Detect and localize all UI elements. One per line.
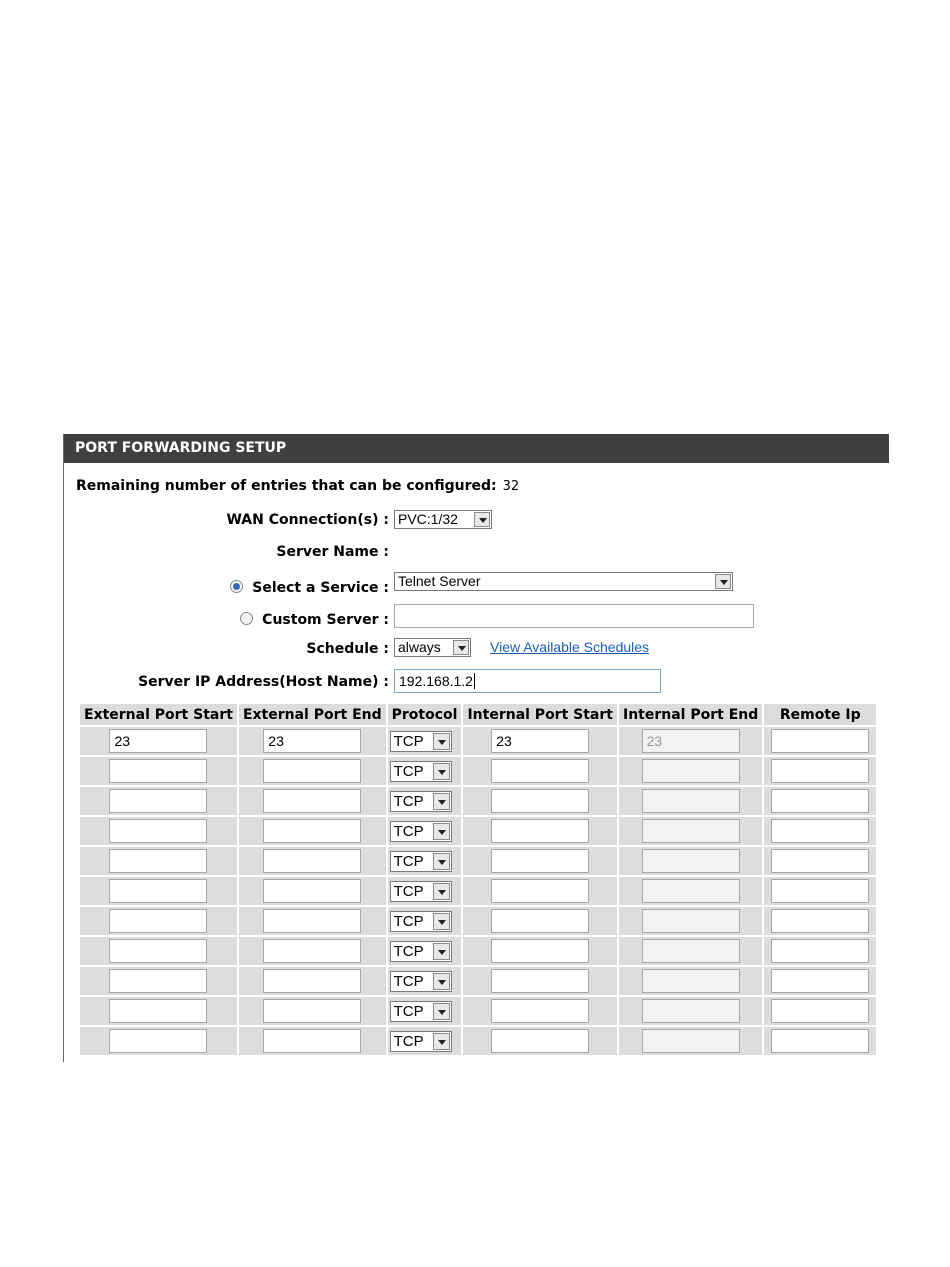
table-row: [80, 787, 876, 815]
remote-ip-input[interactable]: [771, 849, 869, 873]
external-port-end-cell: [239, 787, 386, 815]
internal-port-end-cell: [619, 787, 762, 815]
protocol-value: TCP: [393, 912, 424, 930]
internal-port-end-cell: [619, 937, 762, 965]
external-port-start-input[interactable]: [109, 909, 207, 933]
external-port-end-input[interactable]: [263, 939, 361, 963]
protocol-cell: [388, 847, 462, 875]
table-row: [80, 817, 876, 845]
remote-ip-cell: [764, 1027, 876, 1055]
chevron-down-icon[interactable]: [433, 823, 450, 840]
panel-title: PORT FORWARDING SETUP: [64, 434, 889, 463]
chevron-down-icon[interactable]: [433, 1033, 450, 1050]
protocol-cell: [388, 877, 462, 905]
internal-port-end-cell: [619, 997, 762, 1025]
external-port-start-cell: [80, 847, 237, 875]
protocol-select[interactable]: [390, 1001, 452, 1022]
external-port-end-input[interactable]: [263, 759, 361, 783]
internal-port-end-cell: [619, 877, 762, 905]
external-port-start-input[interactable]: [109, 999, 207, 1023]
external-port-start-cell: [80, 817, 237, 845]
external-port-start-input[interactable]: [109, 939, 207, 963]
server-name-label: Server Name :: [276, 544, 389, 560]
wan-connection-value: PVC:1/32: [398, 511, 458, 527]
internal-port-start-cell: [463, 907, 617, 935]
internal-port-start-input[interactable]: [491, 939, 589, 963]
table-row: [80, 967, 876, 995]
internal-port-start-cell: [463, 757, 617, 785]
protocol-cell: [388, 937, 462, 965]
protocol-cell: [388, 817, 462, 845]
chevron-down-icon[interactable]: [433, 733, 450, 750]
internal-port-start-input[interactable]: [491, 909, 589, 933]
remote-ip-input[interactable]: [771, 1029, 869, 1053]
remaining-entries: [76, 478, 519, 494]
internal-port-end-input[interactable]: 23: [642, 729, 740, 753]
chevron-down-icon[interactable]: [433, 943, 450, 960]
external-port-start-input[interactable]: [109, 879, 207, 903]
protocol-value: TCP: [393, 942, 424, 960]
external-port-end-input[interactable]: [263, 1029, 361, 1053]
internal-port-start-input[interactable]: [491, 879, 589, 903]
chevron-down-icon[interactable]: [433, 913, 450, 930]
protocol-value: TCP: [393, 732, 424, 750]
custom-server-input[interactable]: [394, 604, 754, 628]
server-ip-value: 192.168.1.2: [399, 673, 473, 689]
remote-ip-input[interactable]: [771, 939, 869, 963]
remote-ip-cell: [764, 727, 876, 755]
remote-ip-input[interactable]: [771, 819, 869, 843]
protocol-select[interactable]: [390, 821, 452, 842]
remote-ip-input[interactable]: [771, 789, 869, 813]
external-port-end-input[interactable]: [263, 789, 361, 813]
external-port-end-input[interactable]: [263, 999, 361, 1023]
remote-ip-cell: [764, 877, 876, 905]
external-port-end-input[interactable]: [263, 849, 361, 873]
protocol-select[interactable]: [390, 731, 452, 752]
table-row: [80, 727, 876, 755]
chevron-down-icon[interactable]: [433, 1003, 450, 1020]
protocol-cell: [388, 757, 462, 785]
external-port-start-input[interactable]: [109, 1029, 207, 1053]
port-table: [78, 702, 878, 1057]
internal-port-start-cell: [463, 847, 617, 875]
protocol-select[interactable]: [390, 941, 452, 962]
internal-port-end-input[interactable]: [642, 789, 740, 813]
col-external-port-start: External Port Start: [80, 704, 237, 725]
table-row: [80, 877, 876, 905]
service-select[interactable]: [394, 572, 733, 591]
internal-port-end-input[interactable]: [642, 819, 740, 843]
remote-ip-input[interactable]: [771, 909, 869, 933]
server-ip-label: Server IP Address(Host Name) :: [138, 674, 389, 690]
internal-port-end-cell: [619, 727, 762, 755]
internal-port-end-input[interactable]: [642, 1029, 740, 1053]
internal-port-start-input[interactable]: [491, 789, 589, 813]
external-port-start-cell: [80, 907, 237, 935]
chevron-down-icon[interactable]: [433, 853, 450, 870]
remote-ip-cell: [764, 847, 876, 875]
schedule-value: always: [398, 639, 441, 655]
protocol-cell: [388, 997, 462, 1025]
external-port-start-cell: [80, 727, 237, 755]
protocol-value: TCP: [393, 882, 424, 900]
chevron-down-icon[interactable]: [715, 574, 731, 589]
view-schedules-link[interactable]: View Available Schedules: [490, 639, 650, 655]
external-port-end-cell: [239, 937, 386, 965]
internal-port-start-cell: [463, 937, 617, 965]
external-port-start-cell: [80, 757, 237, 785]
internal-port-end-cell: [619, 907, 762, 935]
internal-port-end-cell: [619, 1027, 762, 1055]
table-row: [80, 907, 876, 935]
protocol-select[interactable]: [390, 881, 452, 902]
external-port-start-input[interactable]: [109, 819, 207, 843]
select-service-label: Select a Service :: [252, 580, 389, 596]
table-row: [80, 1027, 876, 1055]
external-port-end-input[interactable]: [263, 969, 361, 993]
internal-port-end-input[interactable]: [642, 879, 740, 903]
protocol-value: TCP: [393, 762, 424, 780]
col-remote-ip: Remote Ip: [764, 704, 876, 725]
remote-ip-cell: [764, 937, 876, 965]
external-port-start-input[interactable]: [109, 789, 207, 813]
external-port-end-cell: [239, 997, 386, 1025]
remote-ip-input[interactable]: [771, 969, 869, 993]
custom-server-row: [240, 612, 389, 628]
internal-port-end-cell: [619, 757, 762, 785]
table-header-row: [80, 704, 876, 725]
text-cursor: [474, 673, 475, 689]
custom-server-radio[interactable]: [240, 612, 253, 625]
external-port-start-cell: [80, 997, 237, 1025]
external-port-end-input[interactable]: [263, 909, 361, 933]
internal-port-end-cell: [619, 967, 762, 995]
external-port-start-input[interactable]: 23: [109, 729, 207, 753]
internal-port-start-cell: [463, 787, 617, 815]
schedule-label: Schedule :: [306, 641, 389, 657]
external-port-start-input[interactable]: [109, 849, 207, 873]
protocol-cell: [388, 967, 462, 995]
internal-port-start-input[interactable]: [491, 819, 589, 843]
external-port-end-cell: [239, 727, 386, 755]
protocol-value: TCP: [393, 1002, 424, 1020]
internal-port-start-input[interactable]: [491, 1029, 589, 1053]
col-external-port-end: External Port End: [239, 704, 386, 725]
chevron-down-icon[interactable]: [433, 973, 450, 990]
external-port-start-cell: [80, 967, 237, 995]
remote-ip-input[interactable]: [771, 879, 869, 903]
internal-port-start-cell: [463, 817, 617, 845]
protocol-cell: [388, 1027, 462, 1055]
external-port-start-cell: [80, 937, 237, 965]
protocol-select[interactable]: [390, 971, 452, 992]
port-forwarding-panel: [63, 434, 889, 1062]
remote-ip-cell: [764, 997, 876, 1025]
remote-ip-input[interactable]: [771, 729, 869, 753]
table-row: [80, 757, 876, 785]
protocol-cell: [388, 727, 462, 755]
schedule-select[interactable]: [394, 638, 471, 657]
external-port-end-cell: [239, 847, 386, 875]
protocol-value: TCP: [393, 822, 424, 840]
internal-port-start-input[interactable]: [491, 849, 589, 873]
external-port-start-input[interactable]: [109, 759, 207, 783]
protocol-select[interactable]: [390, 851, 452, 872]
external-port-start-cell: [80, 1027, 237, 1055]
internal-port-end-input[interactable]: [642, 849, 740, 873]
internal-port-start-cell: [463, 1027, 617, 1055]
internal-port-end-cell: [619, 847, 762, 875]
external-port-end-cell: [239, 757, 386, 785]
protocol-value: TCP: [393, 972, 424, 990]
chevron-down-icon[interactable]: [433, 793, 450, 810]
custom-server-label: Custom Server :: [262, 612, 389, 628]
remote-ip-cell: [764, 787, 876, 815]
remote-ip-input[interactable]: [771, 759, 869, 783]
protocol-select[interactable]: [390, 761, 452, 782]
external-port-end-input[interactable]: [263, 819, 361, 843]
chevron-down-icon[interactable]: [433, 883, 450, 900]
chevron-down-icon[interactable]: [474, 512, 490, 527]
select-service-radio[interactable]: [230, 580, 243, 593]
external-port-start-cell: [80, 877, 237, 905]
protocol-select[interactable]: [390, 911, 452, 932]
service-value: Telnet Server: [398, 573, 481, 589]
external-port-end-input[interactable]: [263, 879, 361, 903]
internal-port-start-input[interactable]: [491, 759, 589, 783]
external-port-end-input[interactable]: 23: [263, 729, 361, 753]
remote-ip-cell: [764, 757, 876, 785]
wan-connection-select[interactable]: [394, 510, 492, 529]
server-ip-input[interactable]: [394, 669, 661, 693]
select-service-row: [230, 580, 389, 596]
internal-port-end-input[interactable]: [642, 999, 740, 1023]
external-port-start-cell: [80, 787, 237, 815]
external-port-end-cell: [239, 907, 386, 935]
protocol-cell: [388, 907, 462, 935]
internal-port-start-cell: [463, 967, 617, 995]
chevron-down-icon[interactable]: [433, 763, 450, 780]
chevron-down-icon[interactable]: [453, 640, 469, 655]
remote-ip-input[interactable]: [771, 999, 869, 1023]
internal-port-start-input[interactable]: 23: [491, 729, 589, 753]
external-port-start-input[interactable]: [109, 969, 207, 993]
protocol-value: TCP: [393, 1032, 424, 1050]
internal-port-start-input[interactable]: [491, 969, 589, 993]
table-row: [80, 997, 876, 1025]
col-internal-port-end: Internal Port End: [619, 704, 762, 725]
remaining-label: Remaining number of entries that can be configured:: [76, 478, 497, 494]
table-row: [80, 847, 876, 875]
protocol-select[interactable]: [390, 791, 452, 812]
col-protocol: Protocol: [388, 704, 462, 725]
external-port-end-cell: [239, 967, 386, 995]
remaining-count: 32: [502, 479, 520, 494]
internal-port-start-cell: [463, 997, 617, 1025]
table-row: [80, 937, 876, 965]
internal-port-start-cell: [463, 877, 617, 905]
internal-port-start-input[interactable]: [491, 999, 589, 1023]
protocol-value: TCP: [393, 792, 424, 810]
internal-port-end-input[interactable]: [642, 909, 740, 933]
remote-ip-cell: [764, 907, 876, 935]
protocol-cell: [388, 787, 462, 815]
internal-port-start-cell: [463, 727, 617, 755]
protocol-select[interactable]: [390, 1031, 452, 1052]
protocol-value: TCP: [393, 852, 424, 870]
external-port-end-cell: [239, 877, 386, 905]
remote-ip-cell: [764, 967, 876, 995]
col-internal-port-start: Internal Port Start: [463, 704, 617, 725]
external-port-end-cell: [239, 817, 386, 845]
internal-port-end-cell: [619, 817, 762, 845]
wan-connection-label: WAN Connection(s) :: [226, 512, 389, 528]
internal-port-end-input[interactable]: [642, 969, 740, 993]
internal-port-end-input[interactable]: [642, 759, 740, 783]
remote-ip-cell: [764, 817, 876, 845]
external-port-end-cell: [239, 1027, 386, 1055]
internal-port-end-input[interactable]: [642, 939, 740, 963]
